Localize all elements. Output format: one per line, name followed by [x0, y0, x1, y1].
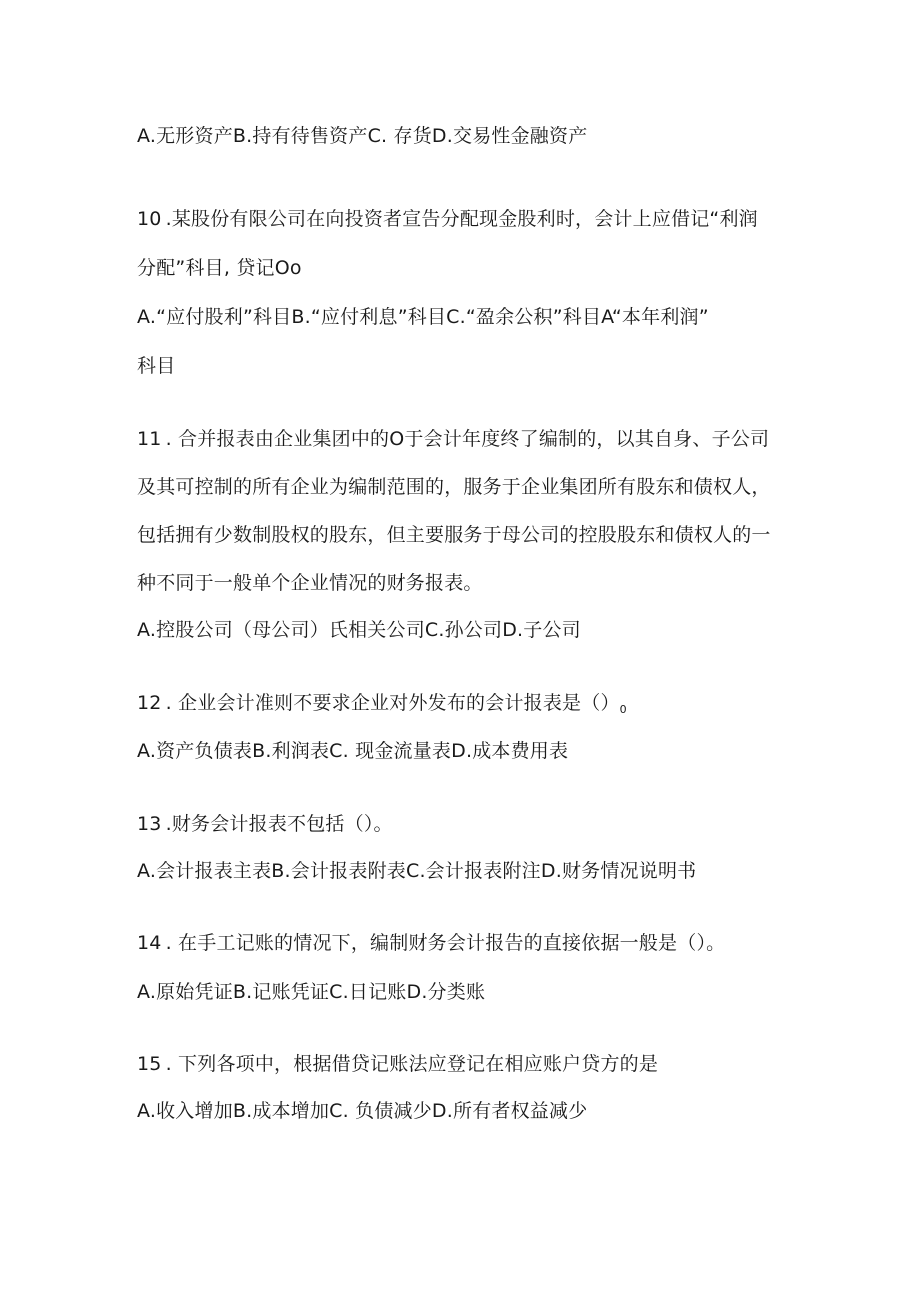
q12-text: . 企业会计准则不要求企业对外发布的会计报表是（） — [165, 692, 620, 714]
q10-question-line2: 分配”科目, 贷记Oo — [137, 257, 302, 279]
q11-question-line3: 包括拥有少数制股权的股东，但主要服务于母公司的控股股东和债权人的一 — [137, 524, 771, 546]
q15-number: 15 — [137, 1053, 162, 1075]
q14-question — [137, 931, 817, 955]
q10-options-line1: A.“应付股利”科目B.“应付利息”科目C.“盈余公积”科目A“本年利润” — [137, 306, 709, 328]
q11-number: 11 — [137, 428, 162, 450]
q11-question-line1 — [137, 427, 817, 451]
q10-options-line2: 科目 — [137, 355, 176, 377]
q12-options: A.资产负债表B.利润表C. 现金流量表D.成本费用表 — [137, 740, 569, 762]
q11-text-line1: . 合并报表由企业集团中的O于会计年度终了编制的，以其自身、子公司 — [165, 428, 770, 450]
q14-number: 14 — [137, 932, 162, 954]
q11-options: A.控股公司（母公司）氏相关公司C.孙公司D.子公司 — [137, 619, 581, 641]
q10-question-line1 — [137, 207, 817, 231]
q9-options: A.无形资产B.持有待售资产C. 存货D.交易性金融资产 — [137, 125, 588, 147]
q14-options: A.原始凭证B.记账凭证C.日记账D.分类账 — [137, 981, 486, 1003]
q10-text-line1: .某股份有限公司在向投资者宣告分配现金股利时，会计上应借记“利润 — [165, 208, 758, 230]
q11-question-line4: 种不同于一般单个企业情况的财务报表。 — [137, 572, 483, 594]
q12-number: 12 — [137, 692, 162, 714]
q10-number: 10 — [137, 208, 162, 230]
q12-question — [137, 691, 817, 722]
q12-suffix: 0 — [619, 703, 627, 716]
q15-options: A.收入增加B.成本增加C. 负债减少D.所有者权益减少 — [137, 1100, 588, 1122]
q13-number: 13 — [137, 813, 162, 835]
q13-text: .财务会计报表不包括（）。 — [165, 813, 393, 835]
q13-question — [137, 812, 817, 836]
q11-question-line2: 及其可控制的所有企业为编制范围的，服务于企业集团所有股东和债权人， — [137, 476, 771, 498]
q14-text: . 在手工记账的情况下，编制财务会计报告的直接依据一般是（）。 — [165, 932, 726, 954]
q15-text: . 下列各项中，根据借贷记账法应登记在相应账户贷方的是 — [165, 1053, 659, 1075]
q15-question — [137, 1052, 817, 1076]
q13-options: A.会计报表主表B.会计报表附表C.会计报表附注D.财务情况说明书 — [137, 860, 697, 882]
